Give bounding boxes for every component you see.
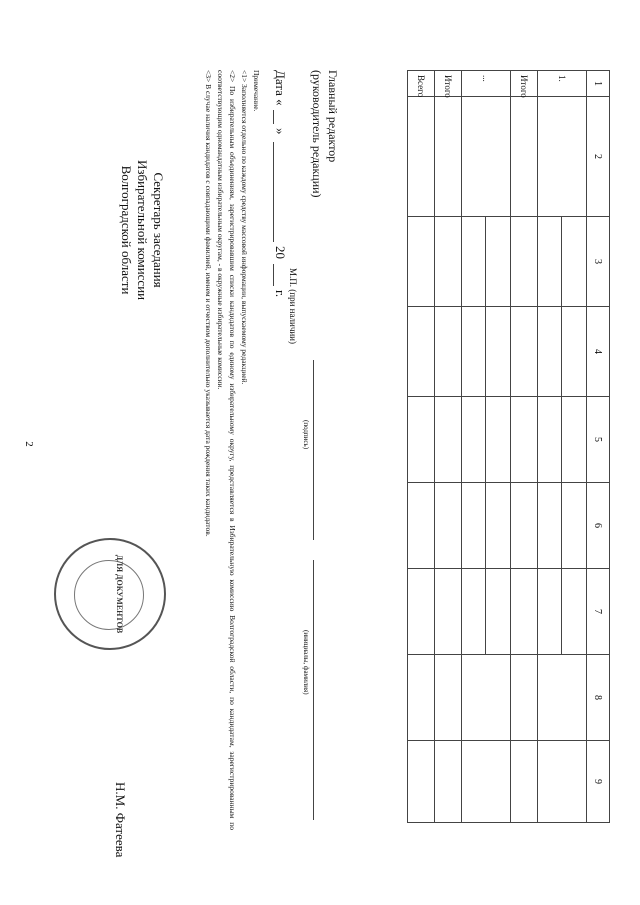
secretary-block xyxy=(118,160,166,300)
split-upper xyxy=(562,483,587,568)
table-cell xyxy=(511,217,538,307)
table-cell xyxy=(511,741,538,823)
stamp-text: ДЛЯ ДОКУМЕНТОВ xyxy=(115,554,124,634)
table-cell xyxy=(538,307,587,397)
notes-title: Примечание. xyxy=(252,70,261,112)
table-header-cell: 4 xyxy=(587,307,610,397)
split-lower xyxy=(538,217,562,306)
split-cell xyxy=(462,483,510,568)
secretary-line-1: Секретарь заседания xyxy=(151,172,166,288)
note-1: <1> Заполняется отдельно по каждому средству массовой информации, выпускаемому редакцией. xyxy=(240,70,249,385)
table-header-cell: 7 xyxy=(587,569,610,655)
table-header-cell: 2 xyxy=(587,97,610,217)
split-lower xyxy=(462,307,486,396)
table-cell xyxy=(462,483,511,569)
table-cell xyxy=(408,97,435,217)
table-cell xyxy=(538,397,587,483)
split-upper xyxy=(486,397,511,482)
table-header-cell: 6 xyxy=(587,483,610,569)
notes-block xyxy=(202,70,262,830)
table-cell xyxy=(462,397,511,483)
table-header-cell: 1 xyxy=(587,71,610,97)
table-cell xyxy=(435,307,462,397)
secretary-line-2: Избирательной комиссии xyxy=(135,160,150,301)
table-header-cell: 3 xyxy=(587,217,610,307)
split-upper xyxy=(486,483,511,568)
table-row xyxy=(511,71,538,823)
split-cell xyxy=(538,569,586,654)
table-cell xyxy=(408,741,435,823)
table-row xyxy=(462,71,511,823)
split-cell xyxy=(462,569,510,654)
split-lower xyxy=(462,217,486,306)
table-cell xyxy=(538,217,587,307)
table-cell xyxy=(511,307,538,397)
table-row xyxy=(408,71,435,823)
split-upper xyxy=(562,397,587,482)
table-cell xyxy=(408,655,435,741)
table-cell xyxy=(408,483,435,569)
date-month-line xyxy=(273,142,274,242)
split-lower xyxy=(462,483,486,568)
split-upper xyxy=(562,569,587,654)
editor-subtitle: (руководитель редакции) xyxy=(310,70,324,198)
table-cell xyxy=(408,217,435,307)
table-cell xyxy=(462,217,511,307)
split-upper xyxy=(486,307,511,396)
table-cell xyxy=(435,217,462,307)
row-label: Всего xyxy=(408,71,435,97)
name-caption: (инициалы, фамилия) xyxy=(302,630,310,695)
signature-line xyxy=(313,360,314,540)
secretary-line-3: Волгоградской области xyxy=(119,165,134,295)
table-cell xyxy=(511,655,538,741)
table-cell xyxy=(462,307,511,397)
signature-caption: (подпись) xyxy=(302,420,310,450)
page-number: 2 xyxy=(22,441,35,447)
table-cell xyxy=(462,741,511,823)
row-label: Итого xyxy=(435,71,462,97)
split-cell xyxy=(538,217,586,306)
row-label: ... xyxy=(462,71,511,97)
table-row xyxy=(538,71,587,823)
table-cell xyxy=(538,741,587,823)
split-upper xyxy=(486,569,511,654)
split-cell xyxy=(462,217,510,306)
date-day-line xyxy=(273,110,274,124)
report-table xyxy=(407,70,610,823)
table-cell xyxy=(462,569,511,655)
table-cell xyxy=(538,655,587,741)
table-row xyxy=(435,71,462,823)
note-3: <3> В случае наличия кандидатов с совпадающими фамилией, именем и отчеством дополнительно указывается дата рождения таких кандидатов. xyxy=(204,70,213,537)
date-year-prefix: 20 xyxy=(273,246,288,259)
table-cell xyxy=(435,397,462,483)
table-cell xyxy=(511,97,538,217)
split-upper xyxy=(562,217,587,306)
table-cell xyxy=(435,97,462,217)
note-2: <2> По избирательным объединениям, зарегистрировавшим списки кандидатов по единому избирательному округу, представляется в Избирательную комиссию Волгоградской области, по кандидатам, зарегистрированным по соответствующим одномандатным избирательным округам, - в окружные избирательные комиссии. xyxy=(216,70,237,830)
table-cell xyxy=(511,569,538,655)
table-cell xyxy=(462,655,511,741)
date-label: Дата « xyxy=(273,70,288,106)
row-label: Итого xyxy=(511,71,538,97)
split-lower xyxy=(538,307,562,396)
date-year-suffix: г. xyxy=(273,290,288,298)
table-cell xyxy=(408,397,435,483)
table-header-cell: 5 xyxy=(587,397,610,483)
editor-title: Главный редактор xyxy=(326,70,340,163)
date-mid: » xyxy=(273,128,288,135)
split-cell xyxy=(462,307,510,396)
table-cell xyxy=(462,97,511,217)
split-upper xyxy=(562,307,587,396)
table-cell xyxy=(538,569,587,655)
table-header-cell: 8 xyxy=(587,655,610,741)
stamp-inner-ring xyxy=(74,560,144,630)
table-header-row xyxy=(587,71,610,823)
table-header-cell: 9 xyxy=(587,741,610,823)
table-cell xyxy=(538,483,587,569)
split-lower xyxy=(538,397,562,482)
split-cell xyxy=(538,397,586,482)
split-upper xyxy=(486,217,511,306)
row-label: 1. xyxy=(538,71,587,97)
table-cell xyxy=(511,397,538,483)
split-lower xyxy=(462,569,486,654)
table-cell xyxy=(435,483,462,569)
table-cell xyxy=(408,307,435,397)
split-lower xyxy=(538,483,562,568)
table-cell xyxy=(511,483,538,569)
table-cell xyxy=(435,655,462,741)
split-lower xyxy=(538,569,562,654)
date-year-line xyxy=(273,264,274,286)
split-cell xyxy=(538,483,586,568)
table-cell xyxy=(408,569,435,655)
secretary-name: Н.М. Фатеева xyxy=(113,782,128,858)
split-lower xyxy=(462,397,486,482)
table-cell xyxy=(538,97,587,217)
mp-label: М.П. (при наличии) xyxy=(288,268,298,344)
table-cell xyxy=(435,741,462,823)
stamp-seal xyxy=(54,538,166,650)
split-cell xyxy=(538,307,586,396)
split-cell xyxy=(462,397,510,482)
table-cell xyxy=(435,569,462,655)
name-line xyxy=(313,560,314,820)
